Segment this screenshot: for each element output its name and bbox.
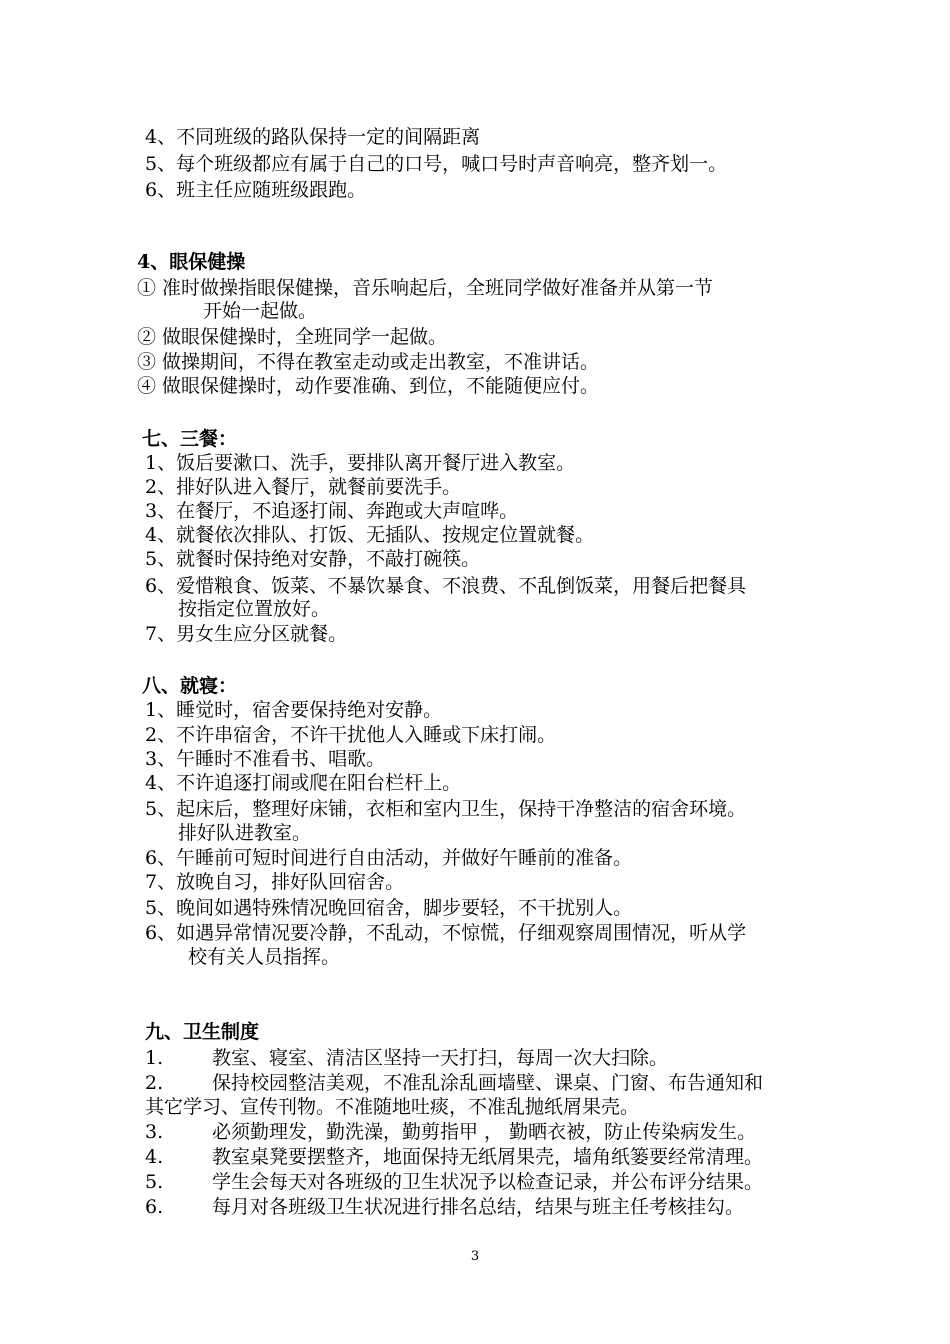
- list-item-continuation: 排好队进教室。: [178, 822, 312, 844]
- list-item-number: 6.: [145, 1196, 164, 1218]
- list-item: 5、晚间如遇特殊情况晚回宿舍，脚步要轻，不干扰别人。: [145, 897, 633, 919]
- section-heading-meals: 七、三餐：: [142, 428, 238, 450]
- list-item: 每月对各班级卫生状况进行排名总结，结果与班主任考核挂勾。: [212, 1196, 745, 1218]
- list-item: ② 做眼保健操时，全班同学一起做。: [137, 326, 448, 348]
- list-item-number: 4.: [145, 1146, 164, 1168]
- list-item: 7、男女生应分区就餐。: [145, 623, 348, 645]
- list-item: 学生会每天对各班级的卫生状况予以检查记录，并公布评分结果。: [212, 1171, 764, 1193]
- section-heading-sleep: 八、就寝：: [142, 675, 238, 697]
- list-item: 5、起床后，整理好床铺，衣柜和室内卫生，保持干净整洁的宿舍环境。: [145, 798, 747, 820]
- section-heading-eye-exercise: 4、眼保健操: [137, 251, 246, 273]
- list-item: ③ 做操期间，不得在教室走动或走出教室，不准讲话。: [137, 351, 600, 373]
- list-item-continuation: 校有关人员指挥。: [188, 946, 341, 968]
- list-item: 必须勤理发，勤洗澡，勤剪指甲 ， 勤晒衣被，防止传染病发生。: [212, 1121, 757, 1143]
- list-item: 4、不许追逐打闹或爬在阳台栏杆上。: [145, 772, 462, 794]
- list-item: ① 准时做操指眼保健操，音乐响起后，全班同学做好准备并从第一节: [137, 277, 714, 299]
- list-item-number: 3.: [145, 1121, 164, 1143]
- list-item: 2、排好队进入餐厅，就餐前要洗手。: [145, 476, 462, 498]
- list-item: 2、不许串宿舍，不许干扰他人入睡或下床打闹。: [145, 724, 557, 746]
- list-item: 1、睡觉时，宿舍要保持绝对安静。: [145, 699, 443, 721]
- list-item-number: 5.: [145, 1171, 164, 1193]
- list-item: 4、不同班级的路队保持一定的间隔距离: [145, 126, 481, 148]
- list-item: 3、在餐厅，不追逐打闹、奔跑或大声喧哗。: [145, 500, 519, 522]
- list-item: 7、放晚自习，排好队回宿舍。: [145, 871, 405, 893]
- list-item-number: 2.: [145, 1072, 164, 1094]
- list-item: 教室桌凳要摆整齐，地面保持无纸屑果壳，墙角纸篓要经常清理。: [212, 1146, 764, 1168]
- list-item: 3、午睡时不准看书、唱歌。: [145, 748, 386, 770]
- list-item-continuation: 开始一起做。: [203, 300, 318, 322]
- section-heading-hygiene: 九、卫生制度: [145, 1021, 260, 1043]
- list-item-number: 1.: [145, 1047, 164, 1069]
- list-item: 6、爱惜粮食、饭菜、不暴饮暴食、不浪费、不乱倒饭菜，用餐后把餐具: [145, 575, 747, 597]
- list-item: 6、午睡前可短时间进行自由活动，并做好午睡前的准备。: [145, 847, 633, 869]
- list-item: 4、就餐依次排队、打饭、无插队、按规定位置就餐。: [145, 524, 595, 546]
- list-item: ④ 做眼保健操时，动作要准确、到位，不能随便应付。: [137, 375, 600, 397]
- list-item-continuation: 其它学习、宣传刊物。不准随地吐痰，不准乱抛纸屑果壳。: [145, 1096, 640, 1118]
- list-item: 1、饭后要漱口、洗手，要排队离开餐厅进入教室。: [145, 452, 576, 474]
- list-item: 6、班主任应随班级跟跑。: [145, 179, 367, 201]
- list-item: 6、如遇异常情况要冷静，不乱动，不惊慌，仔细观察周围情况，听从学: [145, 922, 747, 944]
- list-item: 保持校园整洁美观，不准乱涂乱画墙壁、课桌、门窗、布告通知和: [212, 1072, 764, 1094]
- page-number: 3: [470, 1249, 480, 1264]
- list-item: 教室、寝室、清洁区坚持一天打扫，每周一次大扫除。: [212, 1047, 669, 1069]
- list-item-continuation: 按指定位置放好。: [178, 598, 331, 620]
- list-item: 5、每个班级都应有属于自己的口号，喊口号时声音响亮，整齐划一。: [145, 153, 728, 175]
- list-item: 5、就餐时保持绝对安静，不敲打碗筷。: [145, 548, 481, 570]
